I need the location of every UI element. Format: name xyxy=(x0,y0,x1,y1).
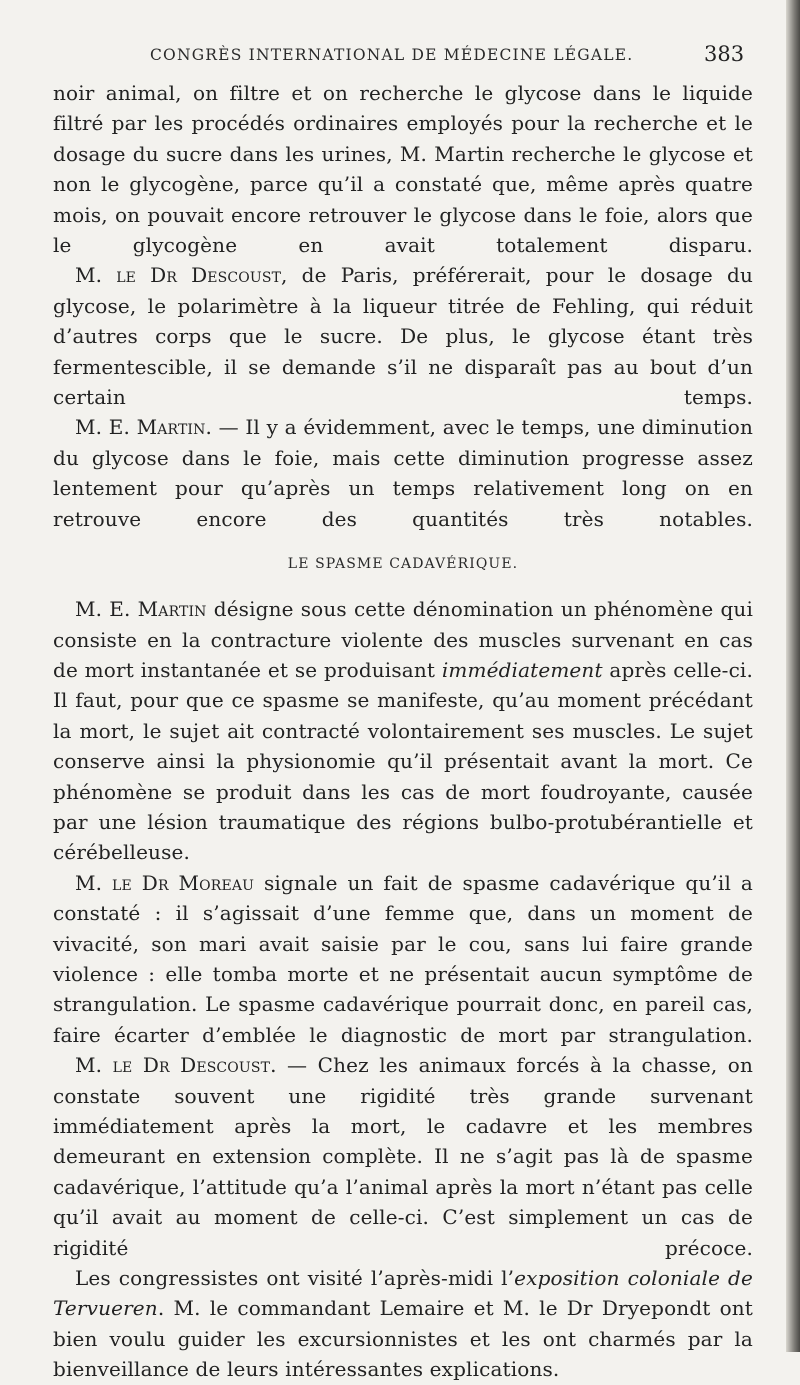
paragraph-text: . M. le commandant Lemaire et M. le Dr Dryepondt ont bien voulu guider les excursionnistes et les ont charmés par la bienveillance de leurs intéressantes explications. xyxy=(53,1296,753,1382)
paragraph-text: désigne sous cette dénomination un phénomène qui consiste en la contracture violente des muscles survenant en cas de mort instantanée et se produisant xyxy=(53,597,754,682)
paragraph-2 xyxy=(53,260,753,412)
running-title: CONGRÈS INTERNATIONAL DE MÉDECINE LÉGALE. xyxy=(150,46,634,64)
paragraph-text: — Il y a évidemment, avec le temps, une diminution du glycose dans le foie, mais cette diminution progresse assez lentement pour qu’après un temps relativement long on en retrouve encore des quantités très notables. xyxy=(53,415,753,531)
show-through-bottom xyxy=(50,1270,770,1330)
paragraph-text: — Chez les animaux forcés à la chasse, on constate souvent une rigidité très grande survenant immédiatement après la mort, le cadavre et les membres demeurant en extension complète. Il ne s’agit pas là de spasme cadavérique, l’attitude qu’a l’animal après la mort n’étant pas celle qu’il avait au moment de celle-ci. C’est simplement un cas de rigidité précoce. xyxy=(53,1053,753,1260)
page-edge-shadow xyxy=(786,0,800,1352)
paragraph-text: Les congressistes ont visité l’après-midi l’ xyxy=(75,1266,515,1291)
page-number: 383 xyxy=(704,42,745,66)
section-title: LE SPASME CADAVÉRIQUE. xyxy=(287,556,519,573)
emphasis-text: exposition coloniale de Tervueren xyxy=(53,1266,753,1321)
speaker-name: M. le Dr Moreau xyxy=(75,870,255,895)
speaker-name: M. E. Martin. xyxy=(75,415,213,440)
paragraph-5 xyxy=(53,868,753,1050)
paragraph-3 xyxy=(53,412,753,534)
speaker-name: M. le Dr Descoust, xyxy=(75,263,288,288)
speaker-name: M. E. Martin xyxy=(75,597,207,622)
page-header xyxy=(0,44,800,76)
paragraph-1: noir animal, on filtre et on recherche le glycose dans le liquide filtré par les procédés ordinaires employés pour la recherche et le dosage du sucre dans les urines, M. Martin recherche le glycose et non le glycogène, parce qu’il a constaté que, même après quatre mois, on pouvait encore retrouver le glycose dans le foie, alors que le glycogène en avait totalement disparu. xyxy=(53,81,753,258)
paragraph-4 xyxy=(53,594,753,868)
body-text xyxy=(53,78,753,1385)
emphasis-text: immédiatement xyxy=(441,657,603,682)
paragraph-text: signale un fait de spasme cadavérique qu’il a constaté : il s’agissait d’une femme que, dans un moment de vivacité, son mari avait saisie par le cou, sans lui faire grande violence : elle tomba morte et ne présentait aucun symptôme de strangulation. Le spasme cadavérique pourrait donc, en pareil cas, faire écarter d’emblée le diagnostic de mort par strangulation. xyxy=(53,870,753,1047)
speaker-name: M. le Dr Descoust. xyxy=(75,1053,277,1078)
paragraph-text: après celle-ci. Il faut, pour que ce spasme se manifeste, qu’au moment précédant la mort, le sujet ait contracté volontairement ses muscles. Le sujet conserve ainsi la physionomie qu’il présentait avant la mort. Ce phénomène se produit dans les cas de mort foudroyante, causée par une lésion traumatique des régions bulbo-protubérantielle et cérébelleuse. xyxy=(53,657,753,865)
paragraph-text: de Paris, préférerait, pour le dosage du glycose, le polarimètre à la liqueur titrée de Fehling, qui réduit d’autres corps que le sucre. De plus, le glycose étant très fermentescible, il se demande s’il ne disparaît pas au bout d’un certain temps. xyxy=(53,263,753,410)
paragraph-6 xyxy=(53,1050,753,1263)
